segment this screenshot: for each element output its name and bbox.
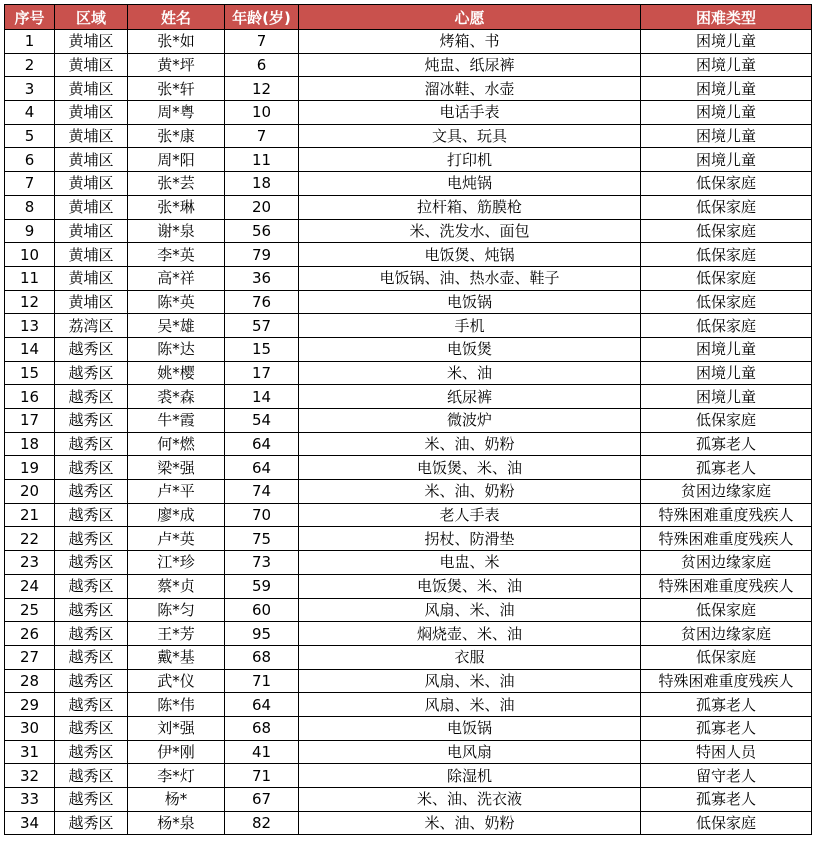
cell-district: 黄埔区 [55,219,128,243]
cell-age: 64 [225,693,299,717]
cell-district: 越秀区 [55,764,128,788]
cell-age: 7 [225,30,299,54]
cell-district: 越秀区 [55,740,128,764]
cell-age: 57 [225,314,299,338]
cell-district: 越秀区 [55,693,128,717]
cell-wish: 电饭煲、米、油 [299,574,641,598]
cell-index: 20 [5,480,55,504]
cell-age: 64 [225,432,299,456]
cell-index: 8 [5,195,55,219]
cell-district: 越秀区 [55,645,128,669]
cell-wish: 米、油、奶粉 [299,811,641,835]
cell-name: 陈*英 [128,290,225,314]
cell-district: 越秀区 [55,716,128,740]
cell-hardship-type: 困境儿童 [641,124,812,148]
cell-wish: 拐杖、防滑垫 [299,527,641,551]
cell-name: 高*祥 [128,266,225,290]
cell-wish: 电饭锅、油、热水壶、鞋子 [299,266,641,290]
cell-age: 14 [225,385,299,409]
cell-district: 越秀区 [55,811,128,835]
table-row [5,148,812,172]
cell-age: 82 [225,811,299,835]
cell-index: 30 [5,716,55,740]
cell-name: 陈*伟 [128,693,225,717]
table-row [5,266,812,290]
cell-index: 10 [5,243,55,267]
cell-age: 71 [225,669,299,693]
cell-index: 12 [5,290,55,314]
header-district: 区域 [55,5,128,30]
cell-index: 27 [5,645,55,669]
table-row [5,409,812,433]
cell-wish: 米、油、奶粉 [299,480,641,504]
cell-wish: 烤箱、书 [299,30,641,54]
cell-index: 5 [5,124,55,148]
table-row [5,551,812,575]
cell-index: 33 [5,788,55,812]
cell-hardship-type: 特殊困难重度残疾人 [641,503,812,527]
cell-index: 6 [5,148,55,172]
cell-hardship-type: 困境儿童 [641,148,812,172]
cell-district: 越秀区 [55,409,128,433]
cell-wish: 溜冰鞋、水壶 [299,77,641,101]
cell-name: 吴*雄 [128,314,225,338]
cell-age: 73 [225,551,299,575]
cell-name: 周*阳 [128,148,225,172]
cell-hardship-type: 低保家庭 [641,409,812,433]
cell-wish: 电饭煲 [299,337,641,361]
cell-age: 67 [225,788,299,812]
cell-age: 7 [225,124,299,148]
cell-index: 15 [5,361,55,385]
cell-name: 廖*成 [128,503,225,527]
cell-index: 11 [5,266,55,290]
cell-hardship-type: 困境儿童 [641,337,812,361]
table-row [5,598,812,622]
cell-name: 卢*英 [128,527,225,551]
cell-district: 越秀区 [55,574,128,598]
table-row [5,124,812,148]
cell-hardship-type: 低保家庭 [641,314,812,338]
cell-age: 41 [225,740,299,764]
cell-district: 黄埔区 [55,290,128,314]
table-row [5,361,812,385]
cell-hardship-type: 困境儿童 [641,53,812,77]
table-row [5,432,812,456]
cell-name: 王*芳 [128,622,225,646]
cell-district: 越秀区 [55,456,128,480]
cell-wish: 米、油 [299,361,641,385]
table-row [5,527,812,551]
cell-name: 伊*刚 [128,740,225,764]
cell-hardship-type: 孤寡老人 [641,432,812,456]
cell-age: 75 [225,527,299,551]
cell-age: 70 [225,503,299,527]
cell-hardship-type: 孤寡老人 [641,456,812,480]
cell-district: 越秀区 [55,361,128,385]
cell-wish: 电话手表 [299,101,641,125]
cell-wish: 电饭锅 [299,716,641,740]
cell-district: 越秀区 [55,432,128,456]
cell-hardship-type: 低保家庭 [641,243,812,267]
cell-hardship-type: 低保家庭 [641,645,812,669]
cell-hardship-type: 特殊困难重度残疾人 [641,527,812,551]
cell-age: 18 [225,172,299,196]
cell-wish: 米、油、洗衣液 [299,788,641,812]
cell-name: 陈*达 [128,337,225,361]
cell-age: 36 [225,266,299,290]
cell-age: 71 [225,764,299,788]
cell-hardship-type: 低保家庭 [641,172,812,196]
table-row [5,456,812,480]
cell-age: 10 [225,101,299,125]
cell-wish: 拉杆箱、筋膜枪 [299,195,641,219]
cell-index: 9 [5,219,55,243]
cell-wish: 文具、玩具 [299,124,641,148]
cell-name: 杨* [128,788,225,812]
cell-hardship-type: 孤寡老人 [641,716,812,740]
cell-district: 黄埔区 [55,195,128,219]
cell-wish: 电风扇 [299,740,641,764]
cell-district: 越秀区 [55,527,128,551]
cell-age: 15 [225,337,299,361]
cell-index: 13 [5,314,55,338]
cell-age: 95 [225,622,299,646]
table-row [5,716,812,740]
cell-wish: 电饭锅 [299,290,641,314]
cell-hardship-type: 贫困边缘家庭 [641,622,812,646]
cell-wish: 风扇、米、油 [299,693,641,717]
cell-district: 黄埔区 [55,30,128,54]
cell-index: 19 [5,456,55,480]
cell-index: 16 [5,385,55,409]
cell-index: 18 [5,432,55,456]
cell-wish: 电饭煲、米、油 [299,456,641,480]
cell-age: 54 [225,409,299,433]
cell-wish: 米、洗发水、面包 [299,219,641,243]
cell-district: 越秀区 [55,788,128,812]
cell-name: 戴*基 [128,645,225,669]
cell-wish: 炖盅、纸尿裤 [299,53,641,77]
cell-wish: 老人手表 [299,503,641,527]
cell-name: 陈*匀 [128,598,225,622]
table-row [5,101,812,125]
cell-district: 黄埔区 [55,124,128,148]
cell-hardship-type: 困境儿童 [641,77,812,101]
table-row [5,622,812,646]
cell-wish: 纸尿裤 [299,385,641,409]
cell-age: 68 [225,645,299,669]
cell-name: 周*粤 [128,101,225,125]
cell-hardship-type: 孤寡老人 [641,788,812,812]
cell-district: 黄埔区 [55,148,128,172]
table-row [5,314,812,338]
cell-district: 黄埔区 [55,266,128,290]
cell-index: 25 [5,598,55,622]
table-row [5,290,812,314]
cell-hardship-type: 特殊困难重度残疾人 [641,574,812,598]
cell-district: 越秀区 [55,669,128,693]
cell-index: 4 [5,101,55,125]
table-row [5,337,812,361]
cell-wish: 电盅、米 [299,551,641,575]
cell-hardship-type: 低保家庭 [641,811,812,835]
cell-name: 张*芸 [128,172,225,196]
cell-name: 武*仪 [128,669,225,693]
cell-district: 黄埔区 [55,172,128,196]
table-row [5,30,812,54]
cell-name: 江*珍 [128,551,225,575]
cell-age: 59 [225,574,299,598]
cell-name: 张*康 [128,124,225,148]
cell-age: 60 [225,598,299,622]
cell-district: 荔湾区 [55,314,128,338]
cell-age: 64 [225,456,299,480]
cell-index: 1 [5,30,55,54]
cell-index: 3 [5,77,55,101]
cell-wish: 风扇、米、油 [299,598,641,622]
cell-hardship-type: 困境儿童 [641,101,812,125]
wish-list-table [4,4,812,835]
cell-age: 79 [225,243,299,267]
cell-wish: 衣服 [299,645,641,669]
cell-age: 17 [225,361,299,385]
cell-age: 20 [225,195,299,219]
cell-index: 24 [5,574,55,598]
cell-wish: 焖烧壶、米、油 [299,622,641,646]
table-row [5,693,812,717]
cell-name: 李*灯 [128,764,225,788]
cell-wish: 手机 [299,314,641,338]
cell-name: 张*如 [128,30,225,54]
cell-index: 17 [5,409,55,433]
header-hardship-type: 困难类型 [641,5,812,30]
cell-hardship-type: 困境儿童 [641,30,812,54]
cell-index: 34 [5,811,55,835]
cell-district: 黄埔区 [55,77,128,101]
cell-index: 28 [5,669,55,693]
cell-hardship-type: 特殊困难重度残疾人 [641,669,812,693]
cell-wish: 电饭煲、炖锅 [299,243,641,267]
cell-age: 6 [225,53,299,77]
cell-index: 29 [5,693,55,717]
cell-index: 31 [5,740,55,764]
cell-wish: 米、油、奶粉 [299,432,641,456]
cell-index: 21 [5,503,55,527]
table-row [5,574,812,598]
cell-name: 蔡*贞 [128,574,225,598]
header-name: 姓名 [128,5,225,30]
cell-name: 裘*森 [128,385,225,409]
cell-index: 32 [5,764,55,788]
table-row [5,788,812,812]
cell-wish: 风扇、米、油 [299,669,641,693]
cell-age: 74 [225,480,299,504]
cell-index: 2 [5,53,55,77]
cell-name: 李*英 [128,243,225,267]
cell-name: 卢*平 [128,480,225,504]
cell-hardship-type: 低保家庭 [641,219,812,243]
cell-age: 12 [225,77,299,101]
table-row [5,503,812,527]
cell-district: 越秀区 [55,385,128,409]
cell-hardship-type: 低保家庭 [641,290,812,314]
cell-name: 何*燃 [128,432,225,456]
cell-hardship-type: 贫困边缘家庭 [641,551,812,575]
cell-district: 越秀区 [55,503,128,527]
cell-name: 谢*泉 [128,219,225,243]
cell-hardship-type: 困境儿童 [641,361,812,385]
cell-district: 越秀区 [55,551,128,575]
header-row [5,5,812,30]
cell-hardship-type: 孤寡老人 [641,693,812,717]
table-row [5,77,812,101]
table-row [5,195,812,219]
cell-hardship-type: 特困人员 [641,740,812,764]
cell-wish: 电炖锅 [299,172,641,196]
header-index: 序号 [5,5,55,30]
cell-index: 7 [5,172,55,196]
table-row [5,764,812,788]
cell-age: 56 [225,219,299,243]
header-age: 年龄(岁) [225,5,299,30]
table-row [5,243,812,267]
cell-wish: 除湿机 [299,764,641,788]
cell-hardship-type: 低保家庭 [641,266,812,290]
table-row [5,219,812,243]
table-row [5,811,812,835]
cell-age: 11 [225,148,299,172]
table-body [5,30,812,835]
cell-wish: 微波炉 [299,409,641,433]
table-row [5,385,812,409]
cell-name: 刘*强 [128,716,225,740]
cell-district: 越秀区 [55,598,128,622]
header-wish: 心愿 [299,5,641,30]
cell-district: 黄埔区 [55,243,128,267]
cell-name: 杨*泉 [128,811,225,835]
cell-hardship-type: 低保家庭 [641,195,812,219]
cell-name: 张*琳 [128,195,225,219]
cell-index: 23 [5,551,55,575]
cell-hardship-type: 低保家庭 [641,598,812,622]
table-row [5,645,812,669]
cell-age: 76 [225,290,299,314]
cell-hardship-type: 留守老人 [641,764,812,788]
cell-name: 牛*霞 [128,409,225,433]
cell-name: 张*轩 [128,77,225,101]
cell-age: 68 [225,716,299,740]
table-row [5,740,812,764]
cell-hardship-type: 困境儿童 [641,385,812,409]
cell-index: 14 [5,337,55,361]
cell-index: 26 [5,622,55,646]
cell-wish: 打印机 [299,148,641,172]
cell-district: 黄埔区 [55,101,128,125]
wish-list-table-container [4,4,812,835]
cell-name: 姚*樱 [128,361,225,385]
cell-name: 梁*强 [128,456,225,480]
cell-hardship-type: 贫困边缘家庭 [641,480,812,504]
table-row [5,480,812,504]
table-row [5,53,812,77]
cell-index: 22 [5,527,55,551]
cell-district: 越秀区 [55,337,128,361]
table-row [5,172,812,196]
cell-name: 黄*坪 [128,53,225,77]
cell-district: 黄埔区 [55,53,128,77]
cell-district: 越秀区 [55,480,128,504]
cell-district: 越秀区 [55,622,128,646]
table-row [5,669,812,693]
